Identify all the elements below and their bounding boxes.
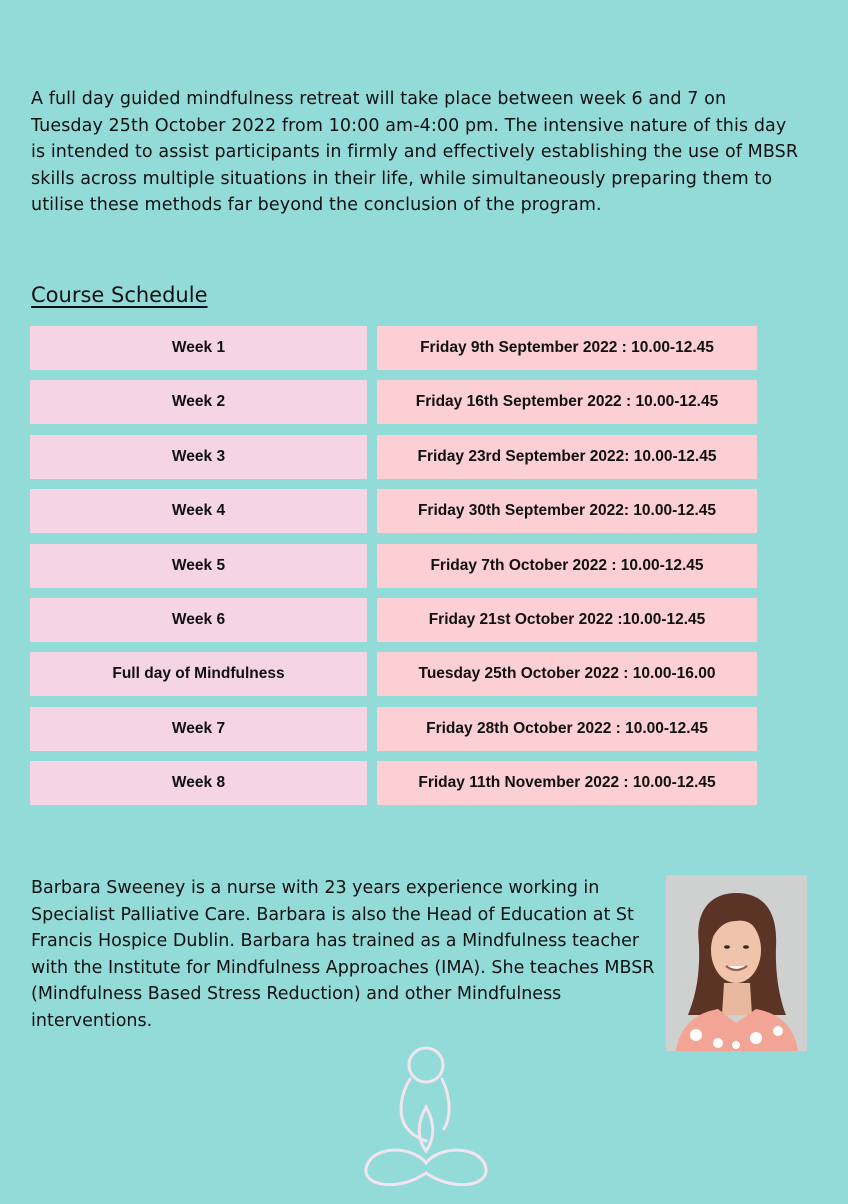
week-cell: Week 3 bbox=[30, 435, 367, 479]
schedule-row bbox=[30, 435, 758, 479]
week-cell: Week 2 bbox=[30, 380, 367, 424]
schedule-row bbox=[30, 380, 758, 424]
week-cell: Week 4 bbox=[30, 489, 367, 533]
schedule-row bbox=[30, 761, 758, 805]
week-cell: Week 6 bbox=[30, 598, 367, 642]
date-cell: Friday 16th September 2022 : 10.00-12.45 bbox=[377, 380, 757, 424]
meditation-figure-icon bbox=[360, 1045, 494, 1200]
schedule-row bbox=[30, 489, 758, 533]
date-cell: Friday 23rd September 2022: 10.00-12.45 bbox=[377, 435, 757, 479]
week-cell: Week 1 bbox=[30, 326, 367, 370]
date-cell: Friday 30th September 2022: 10.00-12.45 bbox=[377, 489, 757, 533]
course-schedule-heading: Course Schedule bbox=[31, 283, 208, 307]
week-cell: Week 7 bbox=[30, 707, 367, 751]
date-cell: Friday 28th October 2022 : 10.00-12.45 bbox=[377, 707, 757, 751]
schedule-row bbox=[30, 598, 758, 642]
course-schedule-table bbox=[30, 326, 758, 816]
schedule-row bbox=[30, 707, 758, 751]
intro-paragraph: A full day guided mindfulness retreat will take place between week 6 and 7 on Tuesday 25th October 2022 from 10:00 am-4:00 pm. The intensive nature of this day is intended to assist participants in firmly and effectively establishing the use of MBSR skills across multiple situations in their life, while simultaneously preparing them to utilise these methods far beyond the conclusion of the program. bbox=[31, 89, 799, 215]
date-cell: Friday 9th September 2022 : 10.00-12.45 bbox=[377, 326, 757, 370]
week-cell: Full day of Mindfulness bbox=[30, 652, 367, 696]
schedule-row bbox=[30, 652, 758, 696]
schedule-row bbox=[30, 544, 758, 588]
date-cell: Friday 21st October 2022 :10.00-12.45 bbox=[377, 598, 757, 642]
date-cell: Friday 11th November 2022 : 10.00-12.45 bbox=[377, 761, 757, 805]
week-cell: Week 8 bbox=[30, 761, 367, 805]
portrait-photo bbox=[666, 875, 807, 1051]
schedule-row bbox=[30, 326, 758, 370]
date-cell: Friday 7th October 2022 : 10.00-12.45 bbox=[377, 544, 757, 588]
date-cell: Tuesday 25th October 2022 : 10.00-16.00 bbox=[377, 652, 757, 696]
week-cell: Week 5 bbox=[30, 544, 367, 588]
bio-paragraph: Barbara Sweeney is a nurse with 23 years experience working in Specialist Palliative Care. Barbara is also the Head of Education at St Francis Hospice Dublin. Barbara has trained as a Mindfulness teacher with the Institute for Mindfulness Approaches (IMA). She teaches MBSR (Mindfulness Based Stress Reduction) and other Mindfulness interventions. bbox=[31, 878, 655, 1031]
